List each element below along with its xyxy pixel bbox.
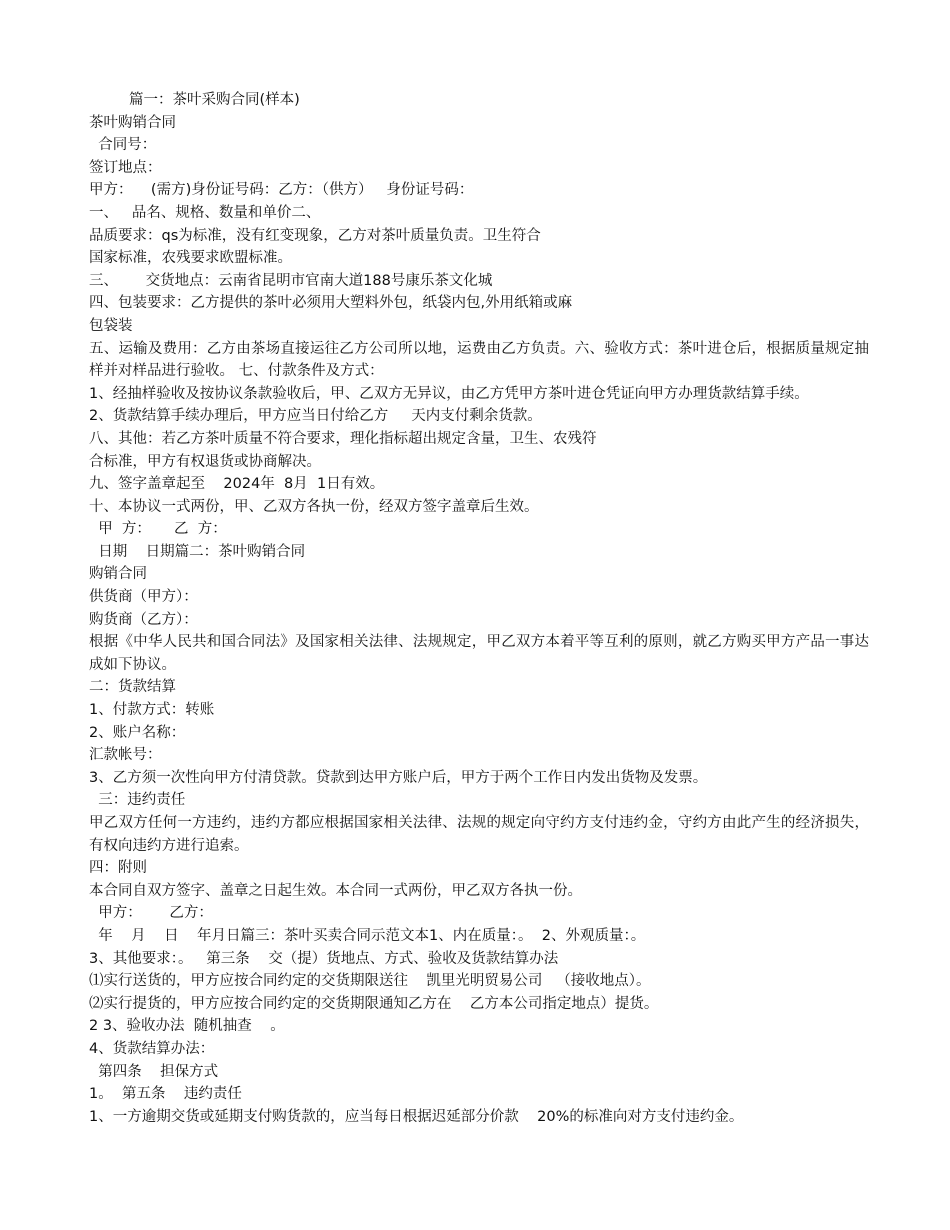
text-paragraph: 甲乙双方任何一方违约，违约方都应根据国家相关法律、法规的规定向守约方支付违约金，守约方由此产生的经济损失，有权向违约方进行追索。 <box>89 815 869 854</box>
text-line: ⑵实行提货的，甲方应按合同约定的交货期限通知乙方在 乙方本公司指定地点）提货。 <box>89 995 659 1012</box>
text-line: 四、包装要求：乙方提供的茶叶必须用大塑料外包，纸袋内包,外用纸箱或麻 <box>89 295 573 312</box>
text-line: ⑴实行送货的，甲方应按合同约定的交货期限送往 凯里光明贸易公司 （接收地点）。 <box>89 973 651 990</box>
section-heading: 二：货款结算 <box>89 679 176 696</box>
text-line: 品质要求：qs为标准，没有红变现象，乙方对茶叶质量负责。卫生符合 <box>89 227 541 244</box>
text-line: 3、乙方须一次性向甲方付清贷款。贷款到达甲方账户后，甲方于两个工作日内发出货物及发票。 <box>89 769 708 786</box>
text-line: 供货商（甲方）： <box>89 589 198 606</box>
document-title: 篇一：茶叶采购合同(样本) <box>129 92 300 108</box>
text-line: 2、账户名称： <box>89 724 186 741</box>
contract-heading: 茶叶购销合同 <box>89 114 176 131</box>
signature-line: 甲 方： 乙 方： <box>89 521 227 538</box>
text-line: 2 3、验收办法 随机抽查 。 <box>89 1018 285 1035</box>
section-heading: 四：附则 <box>89 860 147 877</box>
text-paragraph: 根据《中华人民共和国合同法》及国家相关法律、法规规定，甲乙双方本着平等互利的原则，就乙方购买甲方产品一事达成如下协议。 <box>89 634 869 673</box>
section-heading: 三：违约责任 <box>89 792 186 809</box>
text-paragraph: 1、经抽样验收及按协议条款验收后，甲、乙双方无异议，由乙方凭甲方茶叶进仓凭证向甲方办理货款结算手续。 <box>89 385 809 402</box>
text-paragraph: 五、运输及费用：乙方由茶场直接运往乙方公司所以地，运费由乙方负责。六、验收方式：茶叶进仓后，根据质量规定抽样并对样品进行验收。 七、付款条件及方式： <box>89 340 869 380</box>
text-line: 3、其他要求：。 第三条 交（提）货地点、方式、验收及货款结算办法 <box>89 950 559 967</box>
text-line: 八、其他：若乙方茶叶质量不符合要求，理化指标超出规定含量，卫生、农残符 <box>89 430 597 447</box>
contract-heading: 购销合同 <box>89 566 147 583</box>
section-heading: 1。 第五条 违约责任 <box>89 1086 242 1103</box>
section-heading: 第四条 担保方式 <box>89 1063 219 1080</box>
document-body <box>89 89 869 1128</box>
text-line: 2、货款结算手续办理后，甲方应当日付给乙方 天内支付剩余货款。 <box>89 408 542 425</box>
text-line: 国家标准，农残要求欧盟标准。 <box>89 250 292 267</box>
text-line: 1、一方逾期交货或延期支付购货款的，应当每日根据迟延部分价款 20%的标准向对方支付违约金。 <box>89 1108 744 1125</box>
text-line: 合同号： <box>89 137 157 154</box>
text-line: 购货商（乙方）： <box>89 611 198 628</box>
text-line: 一、 品名、规格、数量和单价二、 <box>89 204 321 221</box>
text-line: 十、本协议一式两份，甲、乙双方各执一份，经双方签字盖章后生效。 <box>89 498 539 515</box>
signature-line: 甲方： 乙方： <box>89 905 213 922</box>
text-line: 年 月 日 年月日篇三：茶叶买卖合同示范文本1、内在质量：。 2、外观质量：。 <box>89 927 646 944</box>
text-line: 日期 日期篇二：茶叶购销合同 <box>89 543 306 560</box>
text-line: 签订地点： <box>89 159 162 176</box>
text-line: 4、货款结算办法： <box>89 1040 215 1057</box>
text-line: 九、签字盖章起至 2024年 8月 1日有效。 <box>89 476 385 493</box>
text-line: 合标准，甲方有权退货或协商解决。 <box>89 453 321 470</box>
text-line: 包袋装 <box>89 317 133 334</box>
text-line: 1、付款方式：转账 <box>89 702 215 719</box>
text-line: 甲方： (需方)身份证号码：乙方：（供方） 身份证号码： <box>89 182 474 199</box>
text-line: 三、 交货地点：云南省昆明市官南大道188号康乐茶文化城 <box>89 272 493 289</box>
text-line: 本合同自双方签字、盖章之日起生效。本合同一式两份，甲乙双方各执一份。 <box>89 882 582 899</box>
text-line: 汇款帐号： <box>89 747 162 764</box>
